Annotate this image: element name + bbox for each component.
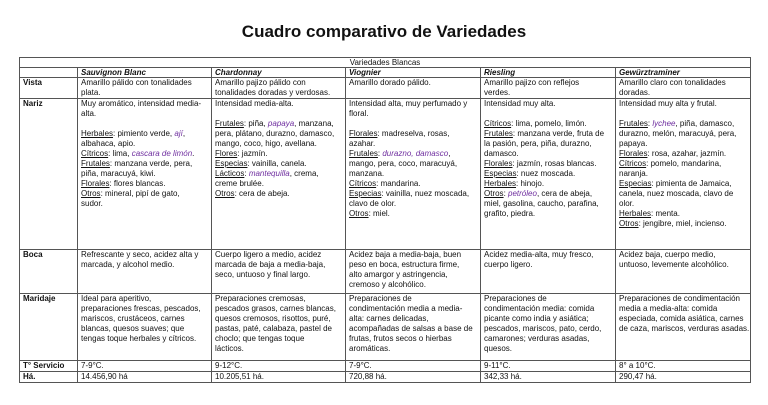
maridaje-cell-5: Preparaciones de condimentación media a media-alta: comida especiada, comida asiática, carnes de caza, mariscos, verduras asadas. bbox=[616, 294, 751, 361]
header-row bbox=[20, 68, 751, 78]
hectareas-cell-1: 14.456,90 há bbox=[78, 372, 212, 383]
header-variety-2: Chardonnay bbox=[212, 68, 346, 78]
comparison-table bbox=[19, 57, 751, 383]
vista-cell-4: Amarillo pajizo con reflejos verdes. bbox=[481, 78, 616, 99]
boca-cell-2: Cuerpo ligero a medio, acidez marcada de baja a media-baja, seco, untuoso y final largo. bbox=[212, 250, 346, 294]
boca-cell-1: Refrescante y seco, acidez alta y marcada, y alcohol medio. bbox=[78, 250, 212, 294]
row-servicio bbox=[20, 361, 751, 372]
row-vista bbox=[20, 78, 751, 99]
header-corner bbox=[20, 68, 78, 78]
boca-cell-4: Acidez media-alta, muy fresco, cuerpo ligero. bbox=[481, 250, 616, 294]
page-title: Cuadro comparativo de Variedades bbox=[241, 22, 527, 41]
maridaje-cell-4: Preparaciones de condimentación media: comida picante como india y asiática; pescados, mariscos, pato, cerdo, camarones; verduras asadas, quesos. bbox=[481, 294, 616, 361]
header-variety-4: Riesling bbox=[481, 68, 616, 78]
servicio-cell-4: 9-11°C. bbox=[481, 361, 616, 372]
maridaje-cell-2: Preparaciones cremosas, pescados grasos, carnes blancas, quesos cremosos, risottos, puré, pastas, paté, calabaza, pastel de choclo; que tengas toque lácticos. bbox=[212, 294, 346, 361]
nariz-cell-3: Intensidad alta, muy perfumado y floral. Florales: madreselva, rosas, azahar. Frutales: durazno, damasco, mango, pera, coco, maracuyá, manzana. Cítricos: mandarina. Especias: vainilla, nuez moscada, clavo de olor. Otros: miel. bbox=[346, 99, 481, 250]
nariz-cell-5: Intensidad muy alta y frutal. Frutales: lychee, piña, damasco, durazno, melón, maracuyá, pera, papaya. Florales: rosa, azahar, jazmín. Cítricos: pomelo, mandarina, naranja. Especias: pimienta de Jamaica, canela, nuez moscada, clavo de olor. Herbales: menta. Otros: jengibre, miel, incienso. bbox=[616, 99, 751, 250]
vista-cell-3: Amarillo dorado pálido. bbox=[346, 78, 481, 99]
boca-cell-3: Acidez baja a media-baja, buen peso en boca, estructura firme, alto amargor y astringencia, cremoso y alcohólico. bbox=[346, 250, 481, 294]
nariz-cell-4: Intensidad muy alta. Cítricos: lima, pomelo, limón. Frutales: manzana verde, fruta de la pasión, pera, piña, durazno, damasco. Florales: jazmín, rosas blancas. Especias: nuez moscada. Herbales: hinojo. Otros: petróleo, cera de abeja, miel, gasolina, caucho, parafina, grafito, piedra. bbox=[481, 99, 616, 250]
header-variety-3: Viognier bbox=[346, 68, 481, 78]
header-variety-5: Gewürztraminer bbox=[616, 68, 751, 78]
nariz-cell-1: Muy aromático, intensidad media- alta. Herbales: pimiento verde, ají, albahaca, apio. Cítricos: lima, cascara de limón. Frutales: manzana verde, pera, piña, maracuyá, kiwi. Florales: flores blancas. Otros: mineral, pipí de gato, sudor. bbox=[78, 99, 212, 250]
row-label-hectareas: Há. bbox=[20, 372, 78, 383]
row-label-nariz: Nariz bbox=[20, 99, 78, 250]
row-label-vista: Vista bbox=[20, 78, 78, 99]
row-nariz bbox=[20, 99, 751, 250]
maridaje-cell-3: Preparaciones de condimentación media a media- alta: carnes delicadas, acompañadas de salsas a base de frutas, frutos secos o hierbas aromáticas. bbox=[346, 294, 481, 361]
servicio-cell-5: 8° a 10°C. bbox=[616, 361, 751, 372]
boca-cell-5: Acidez baja, cuerpo medio, untuoso, levemente alcohólico. bbox=[616, 250, 751, 294]
hectareas-cell-2: 10.205,51 há. bbox=[212, 372, 346, 383]
hectareas-cell-4: 342,33 há. bbox=[481, 372, 616, 383]
banner-row bbox=[20, 58, 751, 68]
row-label-boca: Boca bbox=[20, 250, 78, 294]
hectareas-cell-5: 290,47 há. bbox=[616, 372, 751, 383]
vista-cell-5: Amarillo claro con tonalidades doradas. bbox=[616, 78, 751, 99]
servicio-cell-1: 7-9°C. bbox=[78, 361, 212, 372]
hectareas-cell-3: 720,88 há. bbox=[346, 372, 481, 383]
header-variety-1: Sauvignon Blanc bbox=[78, 68, 212, 78]
servicio-cell-3: 7-9°C. bbox=[346, 361, 481, 372]
vista-cell-1: Amarillo pálido con tonalidades plata. bbox=[78, 78, 212, 99]
maridaje-cell-1: Ideal para aperitivo, preparaciones frescas, pescados, mariscos, crustáceos, carnes blancas, quesos suaves; que tengas toque herbales y cítricos. bbox=[78, 294, 212, 361]
row-boca bbox=[20, 250, 751, 294]
row-label-servicio: T° Servicio bbox=[20, 361, 78, 372]
nariz-cell-2: Intensidad media-alta. Frutales: piña, papaya, manzana, pera, plátano, durazno, damasco, mango, coco, higo, avellana. Flores: jazmín. Especias: vainilla, canela. Lácticos: mantequilla, crema, creme brulée. Otros: cera de abeja. bbox=[212, 99, 346, 250]
row-label-maridaje: Maridaje bbox=[20, 294, 78, 361]
servicio-cell-2: 9-12°C. bbox=[212, 361, 346, 372]
banner-cell: Variedades Blancas bbox=[20, 58, 751, 68]
row-maridaje bbox=[20, 294, 751, 361]
row-hectareas bbox=[20, 372, 751, 383]
comparison-table-container bbox=[19, 57, 750, 383]
vista-cell-2: Amarillo pajizo pálido con tonalidades doradas y verdosas. bbox=[212, 78, 346, 99]
